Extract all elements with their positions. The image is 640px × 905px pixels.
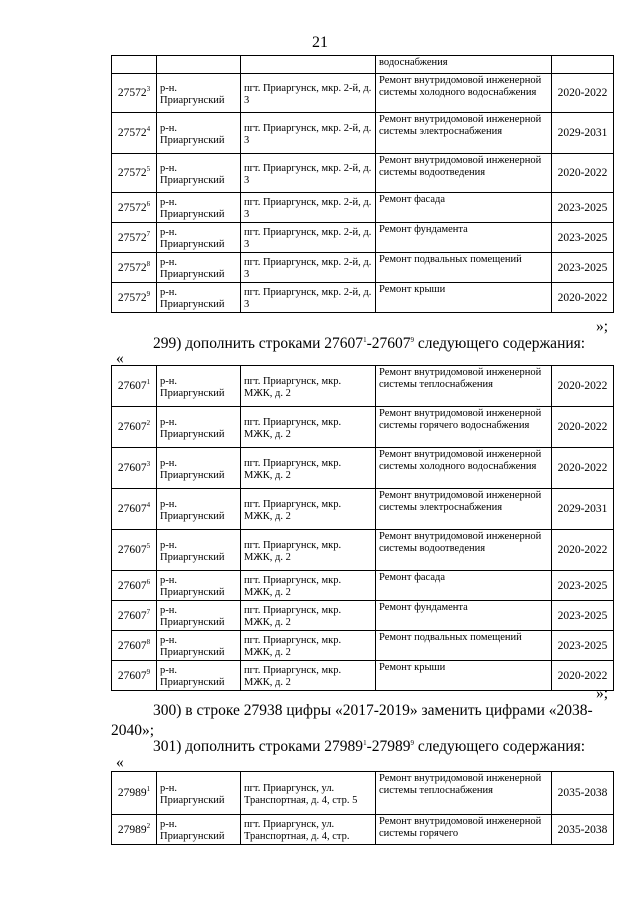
row-number-cell — [112, 193, 157, 223]
row-number-cell — [112, 571, 157, 601]
period-cell: 2020-2022 — [552, 530, 614, 571]
table-row — [112, 253, 614, 283]
row-number-index: 6 — [146, 199, 151, 208]
row-number: 27607 — [117, 669, 147, 682]
work-cell: Ремонт крыши — [376, 661, 552, 691]
work-cell: водоснабжения — [376, 56, 552, 74]
address-cell: пгт. Приаргунск, мкр. 2-й, д. 3 — [241, 193, 376, 223]
row-number-index: 3 — [146, 85, 151, 94]
address-cell: пгт. Приаргунск, мкр. МЖК, д. 2 — [241, 448, 376, 489]
period-cell: 2020-2022 — [552, 74, 614, 113]
district-cell: р-н. Приаргунский — [157, 113, 241, 154]
row-number: 27572 — [117, 261, 147, 274]
address-cell: пгт. Приаргунск, мкр. 2-й, д. 3 — [241, 113, 376, 154]
work-cell: Ремонт крыши — [376, 283, 552, 313]
row-number-index: 4 — [146, 501, 151, 510]
period-cell: 2020-2022 — [552, 448, 614, 489]
row-number-cell — [112, 74, 157, 113]
table-row — [112, 283, 614, 313]
row-number-index: 8 — [146, 637, 151, 646]
row-number: 27607 — [117, 609, 147, 622]
row-number: 27572 — [117, 87, 147, 99]
period-cell: 2020-2022 — [552, 661, 614, 691]
period-cell: 2029-2031 — [552, 113, 614, 154]
table-row — [112, 223, 614, 253]
period-cell: 2029-2031 — [552, 489, 614, 530]
table-row — [112, 193, 614, 223]
row-number-cell — [112, 253, 157, 283]
district-cell: р-н. Приаргунский — [157, 366, 241, 407]
row-number-cell — [112, 772, 157, 815]
row-number-cell — [112, 489, 157, 530]
row-number-index: 5 — [146, 542, 151, 551]
table-row — [112, 366, 614, 407]
paragraph-300-line1: 300) в строке 27938 цифры «2017-2019» заменить цифрами «2038- — [153, 702, 593, 719]
district-cell: р-н. Приаргунский — [157, 407, 241, 448]
table-row — [112, 631, 614, 661]
period-cell: 2023-2025 — [552, 571, 614, 601]
paragraph-301: 301) дополнить строками 27989$^1$-27989$^9$ следующего содержания: — [153, 738, 586, 755]
address-cell: пгт. Приаргунск, мкр. 2-й, д. 3 — [241, 154, 376, 193]
row-number: 27607 — [117, 544, 147, 556]
period-cell: 2035-2038 — [552, 772, 614, 815]
period-cell: 2023-2025 — [552, 253, 614, 283]
period-cell: 2035-2038 — [552, 815, 614, 845]
row-number: 27572 — [117, 167, 147, 179]
row-number-index: 9 — [146, 667, 151, 676]
work-cell: Ремонт внутридомовой инженерной системы электроснабжения — [376, 113, 552, 154]
row-number-index: 4 — [146, 125, 151, 134]
row-number-index: 1 — [146, 785, 151, 794]
work-cell: Ремонт внутридомовой инженерной системы электроснабжения — [376, 489, 552, 530]
row-number: 27607 — [117, 579, 147, 592]
row-number-cell — [112, 631, 157, 661]
table-row — [112, 74, 614, 113]
work-cell: Ремонт внутридомовой инженерной системы холодного водоснабжения — [376, 448, 552, 489]
table-row — [112, 815, 614, 845]
row-number-cell — [112, 154, 157, 193]
address-cell: пгт. Приаргунск, мкр. МЖК, д. 2 — [241, 407, 376, 448]
district-cell: р-н. Приаргунский — [157, 154, 241, 193]
row-number: 27607 — [117, 462, 147, 474]
row-number: 27607 — [117, 380, 147, 392]
row-number-index: 2 — [146, 419, 151, 428]
period-cell: 2020-2022 — [552, 407, 614, 448]
district-cell: р-н. Приаргунский — [157, 661, 241, 691]
address-cell: пгт. Приаргунск, мкр. 2-й, д. 3 — [241, 74, 376, 113]
work-cell: Ремонт фасада — [376, 571, 552, 601]
district-cell: р-н. Приаргунский — [157, 223, 241, 253]
repair-table-27607 — [111, 365, 614, 691]
work-cell: Ремонт фундамента — [376, 601, 552, 631]
district-cell: р-н. Приаргунский — [157, 489, 241, 530]
row-number-cell — [112, 530, 157, 571]
row-number-cell — [112, 448, 157, 489]
row-number: 27572 — [117, 201, 147, 214]
row-number-index: 5 — [146, 165, 151, 174]
work-cell: Ремонт внутридомовой инженерной системы горячего водоснабжения — [376, 407, 552, 448]
district-cell: р-н. Приаргунский — [157, 631, 241, 661]
address-cell: пгт. Приаргунск, мкр. МЖК, д. 2 — [241, 571, 376, 601]
row-number-cell — [112, 407, 157, 448]
period-cell: 2023-2025 — [552, 223, 614, 253]
work-cell: Ремонт внутридомовой инженерной системы водоотведения — [376, 154, 552, 193]
district-cell: р-н. Приаргунский — [157, 772, 241, 815]
row-number-index: 7 — [146, 607, 151, 616]
district-cell: р-н. Приаргунский — [157, 530, 241, 571]
address-cell: пгт. Приаргунск, мкр. МЖК, д. 2 — [241, 366, 376, 407]
row-number-cell — [112, 283, 157, 313]
district-cell: р-н. Приаргунский — [157, 193, 241, 223]
work-cell: Ремонт внутридомовой инженерной системы теплоснабжения — [376, 366, 552, 407]
address-cell: пгт. Приаргунск, мкр. 2-й, д. 3 — [241, 223, 376, 253]
closing-quote-2: »; — [596, 685, 609, 702]
row-number-cell — [112, 223, 157, 253]
period-cell: 2020-2022 — [552, 283, 614, 313]
row-number: 27572 — [117, 291, 147, 304]
repair-table-27572 — [111, 55, 614, 313]
row-number-cell — [112, 113, 157, 154]
address-cell: пгт. Приаргунск, мкр. МЖК, д. 2 — [241, 661, 376, 691]
opening-quote-3: « — [116, 754, 124, 771]
district-cell: р-н. Приаргунский — [157, 74, 241, 113]
address-cell: пгт. Приаргунск, мкр. МЖК, д. 2 — [241, 489, 376, 530]
district-cell: р-н. Приаргунский — [157, 601, 241, 631]
table-row — [112, 661, 614, 691]
table-row — [112, 113, 614, 154]
row-number-index: 6 — [146, 577, 151, 586]
table-row — [112, 448, 614, 489]
row-number-cell — [112, 601, 157, 631]
period-cell: 2023-2025 — [552, 601, 614, 631]
table-row — [112, 571, 614, 601]
address-cell: пгт. Приаргунск, мкр. 2-й, д. 3 — [241, 253, 376, 283]
row-number: 27989 — [117, 823, 147, 836]
row-number: 27607 — [117, 639, 147, 652]
opening-quote-2: « — [116, 350, 124, 367]
row-number-index: 3 — [146, 460, 151, 469]
work-cell: Ремонт внутридомовой инженерной системы теплоснабжения — [376, 772, 552, 815]
row-number-index: 9 — [146, 289, 151, 298]
address-cell: пгт. Приаргунск, мкр. 2-й, д. 3 — [241, 283, 376, 313]
paragraph-299: 299) дополнить строками 27607$^1$-27607$^9$ следующего содержания: — [153, 335, 586, 352]
row-number: 27572 — [117, 231, 147, 244]
work-cell: Ремонт фундамента — [376, 223, 552, 253]
row-number: 27607 — [117, 421, 147, 433]
address-cell: пгт. Приаргунск, мкр. МЖК, д. 2 — [241, 530, 376, 571]
row-number-index: 2 — [146, 821, 151, 830]
table-row — [112, 772, 614, 815]
period-cell: 2020-2022 — [552, 154, 614, 193]
paragraph-300-line2: 2040»; — [111, 722, 155, 739]
address-cell: пгт. Приаргунск, ул. Транспортная, д. 4, стр. — [241, 815, 376, 845]
period-cell: 2023-2025 — [552, 631, 614, 661]
work-cell: Ремонт подвальных помещений — [376, 631, 552, 661]
work-cell: Ремонт фасада — [376, 193, 552, 223]
table-row — [112, 407, 614, 448]
repair-table-27989 — [111, 771, 614, 845]
table-row-continuation — [112, 56, 614, 74]
page-number: 21 — [312, 34, 328, 51]
table-row — [112, 530, 614, 571]
table-row — [112, 601, 614, 631]
district-cell: р-н. Приаргунский — [157, 253, 241, 283]
row-number: 27572 — [117, 127, 147, 139]
closing-quote-1: »; — [596, 318, 609, 335]
work-cell: Ремонт внутридомовой инженерной системы холодного водоснабжения — [376, 74, 552, 113]
period-cell: 2020-2022 — [552, 366, 614, 407]
period-cell: 2023-2025 — [552, 193, 614, 223]
district-cell: р-н. Приаргунский — [157, 815, 241, 845]
work-cell: Ремонт внутридомовой инженерной системы водоотведения — [376, 530, 552, 571]
table-row — [112, 154, 614, 193]
work-cell: Ремонт подвальных помещений — [376, 253, 552, 283]
row-number-cell — [112, 366, 157, 407]
row-number: 27607 — [117, 503, 147, 515]
district-cell: р-н. Приаргунский — [157, 571, 241, 601]
row-number-cell — [112, 661, 157, 691]
table-row — [112, 489, 614, 530]
address-cell: пгт. Приаргунск, мкр. МЖК, д. 2 — [241, 631, 376, 661]
district-cell: р-н. Приаргунский — [157, 283, 241, 313]
row-number-index: 7 — [146, 229, 151, 238]
row-number-cell — [112, 815, 157, 845]
row-number: 27989 — [117, 787, 147, 799]
row-number-index: 1 — [146, 378, 151, 387]
row-number-index: 8 — [146, 259, 151, 268]
address-cell: пгт. Приаргунск, мкр. МЖК, д. 2 — [241, 601, 376, 631]
district-cell: р-н. Приаргунский — [157, 448, 241, 489]
address-cell: пгт. Приаргунск, ул. Транспортная, д. 4, стр. 5 — [241, 772, 376, 815]
work-cell: Ремонт внутридомовой инженерной системы горячего — [376, 815, 552, 845]
